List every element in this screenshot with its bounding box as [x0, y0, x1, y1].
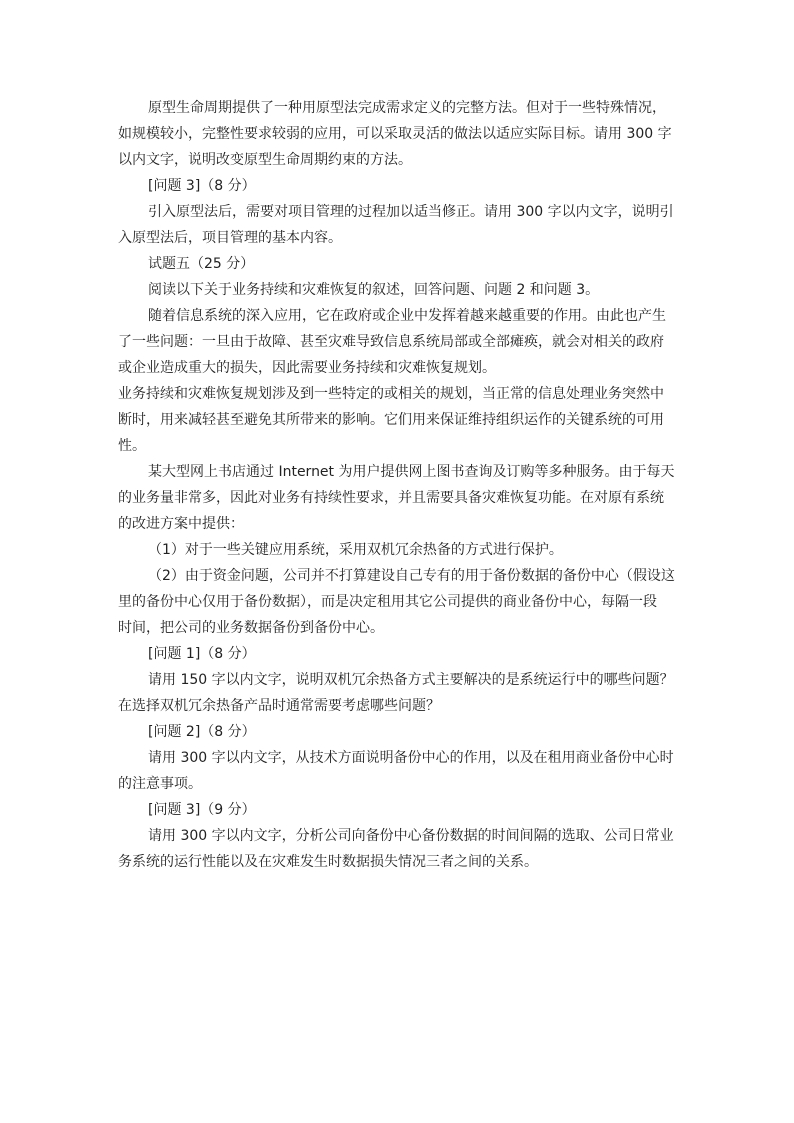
- text-line: 以内文字，说明改变原型生命周期约束的方法。: [118, 152, 412, 168]
- paragraph: [118, 303, 678, 381]
- paragraph: [118, 251, 678, 277]
- text-line: 原型生命周期提供了一种用原型法完成需求定义的完整方法。但对于一些特殊情况，: [148, 100, 666, 116]
- text-line: 性。: [118, 438, 146, 454]
- text-line: 了一些问题：一旦由于故障、甚至灾难导致信息系统局部或全部瘫痪，就会对相关的政府: [118, 334, 664, 350]
- text-line: 的业务量非常多，因此对业务有持续性要求，并且需要具备灾难恢复功能。在对原有系统: [118, 490, 664, 506]
- text-line: 或企业造成重大的损失，因此需要业务持续和灾难恢复规划。: [118, 360, 496, 376]
- text-line: 请用 300 字以内文字，从技术方面说明备份中心的作用，以及在租用商业备份中心时: [148, 750, 674, 766]
- text-line: 的注意事项。: [118, 776, 202, 792]
- text-line: 断时，用来减轻甚至避免其所带来的影响。它们用来保证维持组织运作的关键系统的可用: [118, 412, 664, 428]
- paragraph: [118, 459, 678, 537]
- text-line: 务系统的运行性能以及在灾难发生时数据损失情况三者之间的关系。: [118, 854, 538, 870]
- text-line: 请用 300 字以内文字，分析公司向备份中心备份数据的时间间隔的选取、公司日常业: [148, 828, 674, 844]
- paragraph: [118, 563, 678, 641]
- text-line: 引入原型法后，需要对项目管理的过程加以适当修正。请用 300 字以内文字，说明引: [148, 204, 674, 220]
- text-line: 入原型法后，项目管理的基本内容。: [118, 230, 342, 246]
- paragraph: [118, 667, 678, 719]
- text-line: 如规模较小，完整性要求较弱的应用，可以采取灵活的做法以适应实际目标。请用 300 字: [118, 126, 672, 142]
- paragraph: [118, 745, 678, 797]
- text-line: 阅读以下关于业务持续和灾难恢复的叙述，回答问题、问题 2 和问题 3。: [148, 282, 600, 298]
- paragraph: [118, 823, 678, 875]
- paragraph: [118, 277, 678, 303]
- paragraph: [118, 199, 678, 251]
- text-line: [问题 2]（8 分）: [148, 724, 256, 740]
- paragraph: [118, 537, 678, 563]
- text-line: [问题 1]（8 分）: [148, 646, 256, 662]
- text-line: 试题五（25 分）: [148, 256, 255, 272]
- paragraph: [118, 381, 678, 459]
- text-line: 随着信息系统的深入应用，它在政府或企业中发挥着越来越重要的作用。由此也产生: [148, 308, 666, 324]
- text-line: 请用 150 字以内文字，说明双机冗余热备方式主要解决的是系统运行中的哪些问题？: [148, 672, 674, 688]
- paragraph: [118, 797, 678, 823]
- text-line: （1）对于一些关键应用系统，采用双机冗余热备的方式进行保护。: [148, 542, 563, 558]
- text-line: [问题 3]（9 分）: [148, 802, 256, 818]
- paragraph: [118, 641, 678, 667]
- text-line: 业务持续和灾难恢复规划涉及到一些特定的或相关的规划，当正常的信息处理业务突然中: [118, 386, 664, 402]
- text-line: 某大型网上书店通过 Internet 为用户提供网上图书查询及订购等多种服务。由于每天: [148, 464, 675, 480]
- text-line: [问题 3]（8 分）: [148, 178, 256, 194]
- text-line: （2）由于资金问题，公司并不打算建设自己专有的用于备份数据的备份中心（假设这: [148, 568, 675, 584]
- text-line: 在选择双机冗余热备产品时通常需要考虑哪些问题？: [118, 698, 440, 714]
- paragraph: [118, 719, 678, 745]
- paragraph: [118, 173, 678, 199]
- text-line: 时间，把公司的业务数据备份到备份中心。: [118, 620, 384, 636]
- text-line: 的改进方案中提供：: [118, 516, 244, 532]
- paragraph: [118, 95, 678, 173]
- text-line: 里的备份中心仅用于备份数据），而是决定租用其它公司提供的商业备份中心，每隔一段: [118, 594, 657, 610]
- document-body: [118, 95, 678, 875]
